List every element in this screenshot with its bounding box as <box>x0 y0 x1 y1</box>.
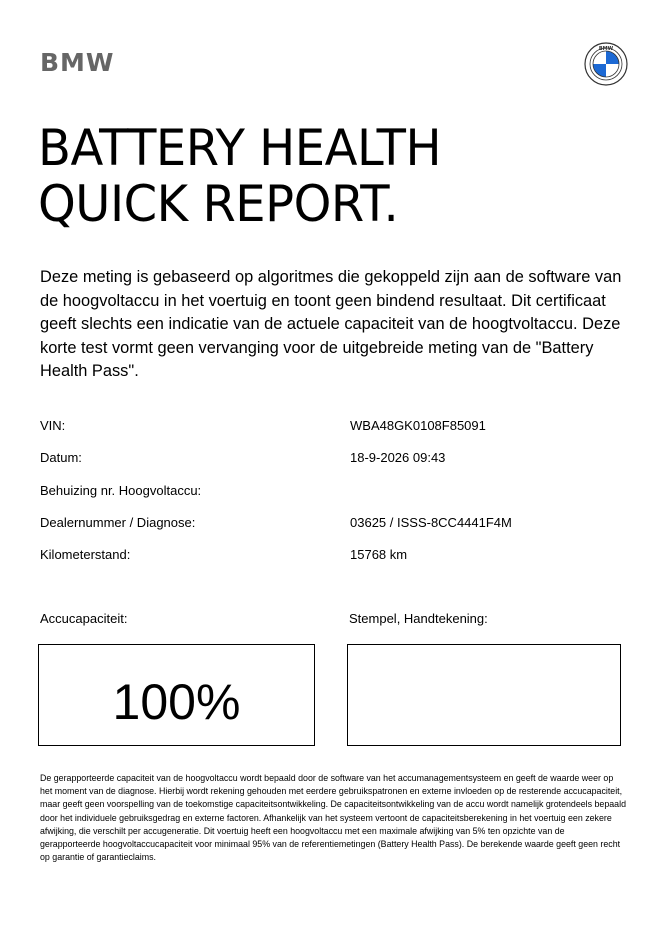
field-label: Dealernummer / Diagnose: <box>40 515 196 530</box>
field-value: 15768 km <box>350 547 408 562</box>
field-value: WBA48GK0108F85091 <box>350 418 486 433</box>
brand-wordmark: BMW <box>40 48 115 77</box>
disclaimer-footnote: De gerapporteerde capaciteit van de hoogvoltaccu wordt bepaald door de software van het accumanagementsysteem en geeft de waarde weer op het moment van de diagnose. Hierbij wordt rekening gehouden met eerdere gebruikspatronen en externe invloeden op de resterende accucapaciteit, maar geeft geen voorspelling van de toekomstige capaciteitsontwikkeling. De capaciteitsontwikkeling van de accu wordt namelijk grotendeels bepaald door het individuele gebruiksgedrag en externe factoren. Afhankelijk van het systeem vertoont de capaciteitsberekening in het voertuig een zekere afwijking, die verschilt per accugeneratie. Dit voertuig heeft een hoogvoltaccu met een maximale afwijking van 5% ten opzichte van de gerapporteerde hoogvoltaccucapaciteit voor minimaal 95% van de referentiemetingen (Battery Health Pass). De berekende waarde geeft geen recht op garantie of garantieclaims. <box>40 773 626 863</box>
bmw-roundel-icon <box>584 42 628 86</box>
field-label: Kilometerstand: <box>40 547 131 562</box>
field-label: Datum: <box>40 450 82 465</box>
page-title <box>38 120 441 232</box>
field-value: 03625 / ISSS-8CC4441F4M <box>350 515 512 530</box>
intro-paragraph: Deze meting is gebaseerd op algoritmes die gekoppeld zijn aan de software van de hoogvoltaccu in het voertuig en toont geen bindend resultaat. Dit certificaat geeft slechts een indicatie van de actuele capaciteit van de hoogtvoltaccu. Deze korte test vormt geen vervanging voor de uitgebreide meting van de "Battery Health Pass". <box>40 268 622 380</box>
stamp-signature-box <box>347 644 621 746</box>
title-line-2: QUICK REPORT. <box>38 175 399 233</box>
field-label: Behuizing nr. Hoogvoltaccu: <box>40 483 202 498</box>
capacity-label: Accucapaciteit: <box>40 611 128 626</box>
title-line-1: BATTERY HEALTH <box>38 119 442 177</box>
stamp-label: Stempel, Handtekening: <box>349 611 488 626</box>
field-label: VIN: <box>40 418 66 433</box>
capacity-box <box>38 644 315 746</box>
field-value: 18-9-2026 09:43 <box>350 450 446 465</box>
svg-text:BMW: BMW <box>598 46 614 53</box>
capacity-value: 100% <box>112 674 241 730</box>
